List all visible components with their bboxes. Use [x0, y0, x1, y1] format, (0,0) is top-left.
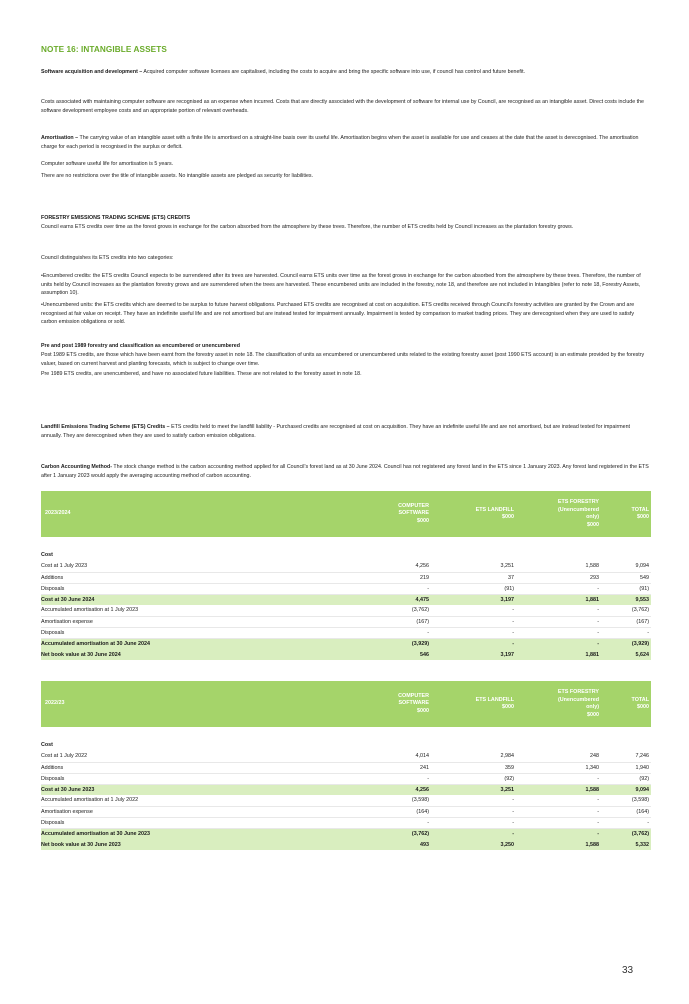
software-value: (3,762)	[331, 605, 431, 616]
landfill-value: -	[431, 627, 516, 638]
software-column-header: COMPUTER SOFTWARE $000	[331, 491, 431, 537]
landfill-value: -	[431, 616, 516, 627]
forestry-value: -	[516, 605, 601, 616]
row-label: Disposals	[41, 583, 331, 594]
table-row	[41, 627, 651, 638]
subtotal-row	[41, 594, 651, 605]
unencumbered-text: •Unencumbered units: the ETS credits which are deemed to be surplus to future harvest obligations. Purchased ETS credits are recognised at cost on acquisition. ETS credits received through Council's forestry activities are granted by the Crown and are recognised at fair value on receipt. They have an indefinite useful life and are not amortised but are instead tested for impairment annually. Impairment is tested by comparison to market trading prices. They are derecognised when they are used to satisfy carbon emission obligations or sold.	[41, 302, 635, 325]
table-header-row	[41, 681, 651, 727]
row-label: Disposals	[41, 773, 331, 784]
software-value: 241	[331, 762, 431, 773]
row-label: Accumulated amortisation at 30 June 2024	[41, 638, 331, 649]
total-value: (91)	[601, 583, 651, 594]
pre-post-heading: Pre and post 1989 forestry and classification as encumbered or unencumbered	[41, 343, 240, 349]
total-column-header: TOTAL $000	[601, 491, 651, 537]
row-label: Cost at 1 July 2022	[41, 751, 331, 762]
software-value: (3,762)	[331, 828, 431, 839]
table-row	[41, 561, 651, 572]
software-value: (164)	[331, 806, 431, 817]
software-value: 4,014	[331, 751, 431, 762]
amortisation-text: The carrying value of an intangible asset with a finite life is amortised on a straight-line basis over its useful life. Amortisation begins when the asset is available for use and ceases at the date that the asset is derecognised. The amortisation charge for each period is recognised in the surplus or deficit.	[41, 135, 639, 150]
table-row	[41, 616, 651, 627]
row-label: Net book value at 30 June 2023	[41, 839, 331, 850]
forestry-value: -	[516, 627, 601, 638]
total-value: 549	[601, 572, 651, 583]
note-title: NOTE 16: INTANGIBLE ASSETS	[41, 45, 167, 54]
row-label: Accumulated amortisation at 1 July 2022	[41, 795, 331, 806]
row-label: Disposals	[41, 817, 331, 828]
software-value: -	[331, 583, 431, 594]
landfill-heading: Landfill Emissions Trading Scheme (ETS) Credits –	[41, 424, 170, 430]
carbon-text: The stock change method is the carbon accounting method applied for all Council's forest land as at 30 June 2024. Council has not registered any forest land in the ETS since 1 January 2023. Any forest land registered in the ETS after 1 January 2023 would apply the averaging accounting method of carbon accounting.	[41, 464, 649, 479]
forestry-heading: FORESTRY EMISSIONS TRADING SCHEME (ETS) CREDITS	[41, 215, 191, 221]
landfill-value: (92)	[431, 773, 516, 784]
total-value: (3,598)	[601, 795, 651, 806]
row-label: Cost at 30 June 2023	[41, 784, 331, 795]
amortisation-heading: Amortisation –	[41, 135, 79, 141]
row-label: Additions	[41, 572, 331, 583]
row-label: Accumulated amortisation at 1 July 2023	[41, 605, 331, 616]
forestry-value: 248	[516, 751, 601, 762]
section-label: Cost	[41, 552, 53, 558]
subtotal-row	[41, 828, 651, 839]
forestry-categories-text: Council distinguishes its ETS credits into two categories:	[41, 255, 174, 261]
forestry-value: -	[516, 773, 601, 784]
total-value: 1,940	[601, 762, 651, 773]
forestry-value: -	[516, 583, 601, 594]
subtotal-row	[41, 839, 651, 850]
row-label: Cost at 1 July 2023	[41, 561, 331, 572]
software-value: -	[331, 627, 431, 638]
landfill-value: -	[431, 828, 516, 839]
forestry-value: 293	[516, 572, 601, 583]
table-row	[41, 773, 651, 784]
row-label: Additions	[41, 762, 331, 773]
total-value: -	[601, 817, 651, 828]
forestry-column-header: ETS FORESTRY (Unencumbered only) $000	[516, 491, 601, 537]
table-row	[41, 795, 651, 806]
section-row	[41, 549, 651, 561]
total-value: (3,929)	[601, 638, 651, 649]
table-row	[41, 806, 651, 817]
landfill-text: ETS credits held to meet the landfill liability - Purchased credits are recognised at cost on acquisition. They have an indefinite useful life and are not amortised, but are instead tested for impairment annually. They are derecognised when they are used to satisfy carbon emission obligations.	[41, 424, 631, 439]
landfill-value: 3,251	[431, 784, 516, 795]
software-value: (3,929)	[331, 638, 431, 649]
row-label: Amortisation expense	[41, 806, 331, 817]
table-row	[41, 762, 651, 773]
total-value: (92)	[601, 773, 651, 784]
total-column-header: TOTAL $000	[601, 681, 651, 727]
row-label: Disposals	[41, 627, 331, 638]
pre-post-text: Post 1989 ETS credits, are those which have been earnt from the forestry asset in note 18. The classification of units as encumbered or unencumbered units related to the existing forestry asset (post 1990 ETS account) is an estimate provided by the forestry valuer, based on current harvest and planting forecasts, which is subject to change over time.	[41, 352, 645, 367]
landfill-value: -	[431, 638, 516, 649]
encumbered-text: •Encumbered credits: the ETS credits Council expects to be surrendered after its trees are harvested. Council earns ETS units over time as the forest grows in exchange for the carbon absorbed from the atmosphere by these trees. Therefore, the number of units held by Council increases as the plantation forestry grows and are surrendered when the trees are harvested. These encumbered units are included in the forestry, note 18, and therefore are not included in Intangibles (refer to note 18, Forestry Assets, assumption 10).	[41, 273, 641, 296]
forestry-value: 1,588	[516, 561, 601, 572]
table-row	[41, 572, 651, 583]
table-row	[41, 583, 651, 594]
software-value: (3,598)	[331, 795, 431, 806]
forestry-value: 1,881	[516, 649, 601, 660]
landfill-value: -	[431, 806, 516, 817]
total-value: 5,332	[601, 839, 651, 850]
forestry-value: 1,881	[516, 594, 601, 605]
software-heading: Software acquisition and development –	[41, 69, 143, 75]
software-paragraph	[41, 68, 649, 77]
landfill-column-header: ETS LANDFILL $000	[431, 491, 516, 537]
total-value: 7,246	[601, 751, 651, 762]
landfill-value: 3,197	[431, 649, 516, 660]
subtotal-row	[41, 638, 651, 649]
landfill-column-header: ETS LANDFILL $000	[431, 681, 516, 727]
section-row	[41, 739, 651, 751]
subtotal-row	[41, 784, 651, 795]
forestry-column-header: ETS FORESTRY (Unencumbered only) $000	[516, 681, 601, 727]
landfill-value: -	[431, 605, 516, 616]
landfill-value: -	[431, 795, 516, 806]
total-value: (3,762)	[601, 828, 651, 839]
software-column-header: COMPUTER SOFTWARE $000	[331, 681, 431, 727]
useful-life-text: Computer software useful life for amortisation is 5 years.	[41, 161, 174, 167]
forestry-text: Council earns ETS credits over time as the forest grows in exchange for the carbon absorbed from the atmosphere by these trees. Therefore, the number of ETS credits held by Council increases as the plantation forestry grows.	[41, 224, 574, 230]
amortisation-paragraph	[41, 134, 649, 151]
software-costs-paragraph: Costs associated with maintaining computer software are recognised as an expense when incurred. Costs that are directly associated with the development of software for internal use by Council, are recognised as an intangible asset. Direct costs include the software development employee costs and an appropriate portion of relevant overheads.	[41, 99, 644, 114]
software-value: -	[331, 773, 431, 784]
total-value: 9,094	[601, 784, 651, 795]
forestry-value: -	[516, 638, 601, 649]
landfill-value: 3,197	[431, 594, 516, 605]
software-text: Acquired computer software licenses are capitalised, including the costs to acquire and bring the specific software into use, if council has control and future benefit.	[142, 69, 526, 75]
software-value: 4,256	[331, 784, 431, 795]
software-value: 4,256	[331, 561, 431, 572]
forestry-value: 1,588	[516, 839, 601, 850]
software-value: -	[331, 817, 431, 828]
total-value: -	[601, 627, 651, 638]
landfill-value: 359	[431, 762, 516, 773]
year-header: 2023/2024	[41, 491, 331, 537]
carbon-heading: Carbon Accounting Method-	[41, 464, 113, 470]
carbon-paragraph	[41, 463, 649, 480]
row-label: Accumulated amortisation at 30 June 2023	[41, 828, 331, 839]
software-value: 219	[331, 572, 431, 583]
software-value: 493	[331, 839, 431, 850]
page-number: 33	[622, 965, 634, 976]
total-value: 5,624	[601, 649, 651, 660]
software-value: 4,475	[331, 594, 431, 605]
forestry-value: -	[516, 806, 601, 817]
year-header: 2022/23	[41, 681, 331, 727]
total-value: 9,094	[601, 561, 651, 572]
landfill-value: 3,251	[431, 561, 516, 572]
intangibles-table-2024	[41, 491, 651, 660]
table-row	[41, 605, 651, 616]
forestry-value: -	[516, 616, 601, 627]
forestry-value: -	[516, 817, 601, 828]
pre-1989-text: Pre 1989 ETS credits, are unencumbered, and have no associated future liabilities. These are not related to the forestry asset in note 18.	[41, 371, 362, 377]
subtotal-row	[41, 649, 651, 660]
landfill-value: -	[431, 817, 516, 828]
landfill-value: 2,984	[431, 751, 516, 762]
table-header-row	[41, 491, 651, 537]
landfill-value: 37	[431, 572, 516, 583]
table-row	[41, 817, 651, 828]
forestry-value: 1,588	[516, 784, 601, 795]
landfill-value: 3,250	[431, 839, 516, 850]
total-value: (167)	[601, 616, 651, 627]
restrictions-text: There are no restrictions over the title of intangible assets. No intangible assets are pledged as security for liabilities.	[41, 173, 314, 179]
total-value: 9,553	[601, 594, 651, 605]
forestry-value: 1,340	[516, 762, 601, 773]
software-value: 546	[331, 649, 431, 660]
row-label: Cost at 30 June 2024	[41, 594, 331, 605]
forestry-value: -	[516, 795, 601, 806]
row-label: Net book value at 30 June 2024	[41, 649, 331, 660]
section-label: Cost	[41, 742, 53, 748]
table-row	[41, 751, 651, 762]
landfill-value: (91)	[431, 583, 516, 594]
software-value: (167)	[331, 616, 431, 627]
total-value: (3,762)	[601, 605, 651, 616]
row-label: Amortisation expense	[41, 616, 331, 627]
intangibles-table-2023	[41, 681, 651, 850]
total-value: (164)	[601, 806, 651, 817]
landfill-paragraph	[41, 423, 649, 440]
forestry-value: -	[516, 828, 601, 839]
